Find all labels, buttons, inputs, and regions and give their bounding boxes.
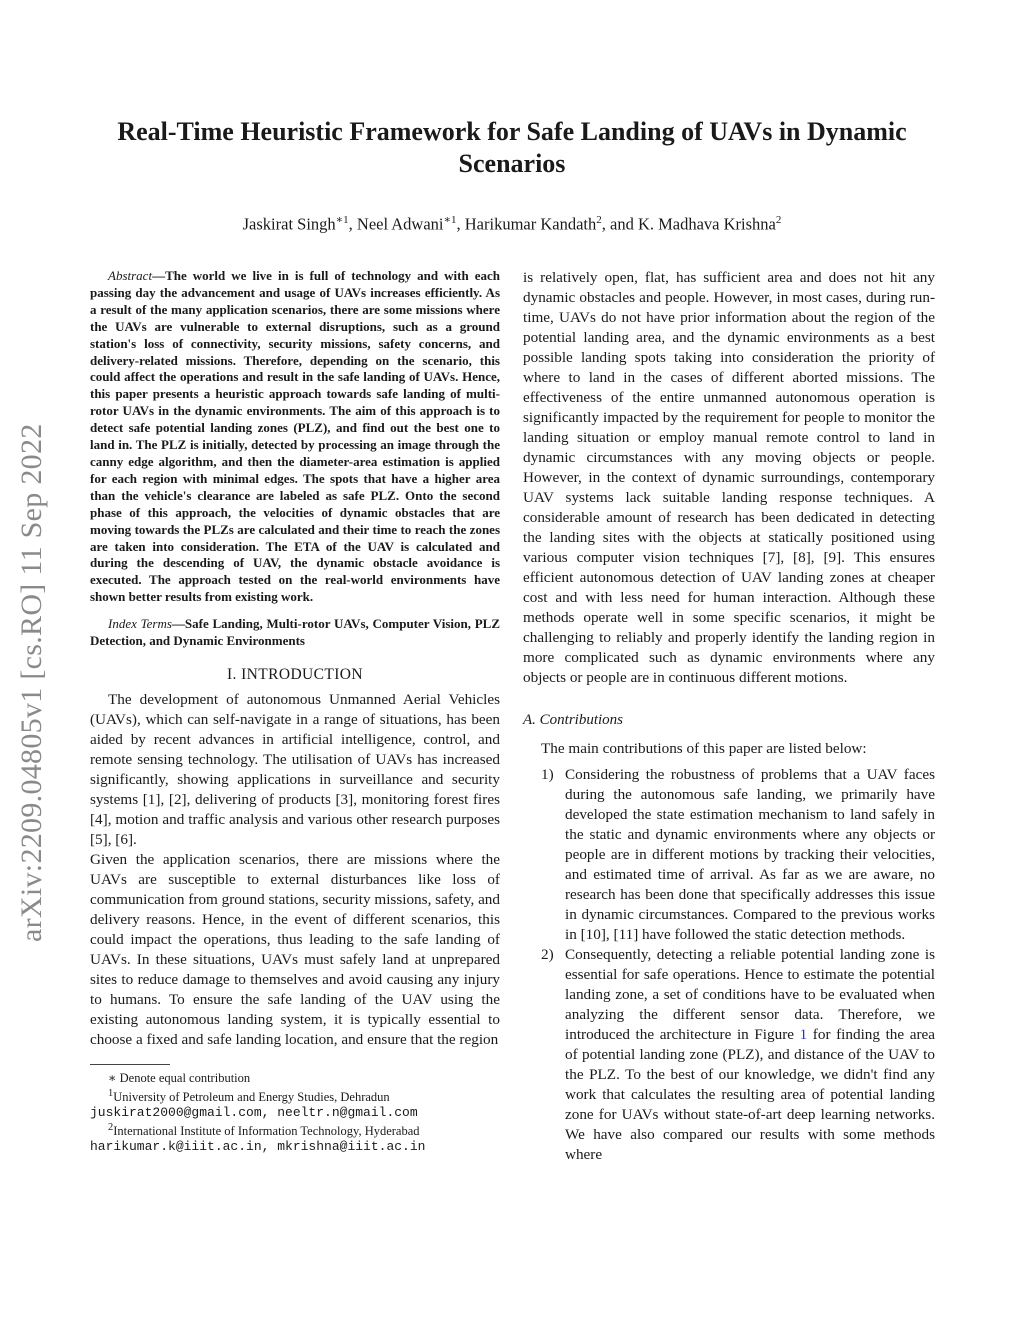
- intro-paragraph-2: Given the application scenarios, there are missions where the UAVs are susceptible to external disturbances like loss of communication from ground stations, security missions, safety, and delivery reasons. Hence, in the event of different scenarios, this could impact the operations, thus leading to the safe landing of UAVs. In these situations, UAVs must safely land at unprepared sites to reduce damage to themselves and avoid causing any injury to humans. To ensure the safe landing of the UAV using the existing autonomous landing system, it is typically essential to choose a fixed and safe landing location, and ensure that the region: [90, 850, 500, 1048]
- author-name: Neel Adwani: [356, 214, 444, 234]
- right-column: [523, 268, 935, 1165]
- author-mark: 2: [775, 214, 782, 226]
- footnote-equal-contribution: ∗ Denote equal contribution: [108, 1070, 251, 1085]
- intro-paragraph-1: The development of autonomous Unmanned Aerial Vehicles (UAVs), which can self-navigate in a range of situations, has been aided by recent advances in artificial intelligence, control, and remote sensing technology. The utilisation of UAVs has increased significantly, showing applications in surveillance and security systems [1], [2], delivering of products [3], monitoring forest fires [4], motion and traffic analysis and various other research purposes [5], [6].: [90, 690, 500, 848]
- left-column: [90, 268, 500, 1154]
- subsection-heading-contributions: A. Contributions: [523, 712, 624, 728]
- paper-title: Real-Time Heuristic Framework for Safe Landing of UAVs in Dynamic Scenarios: [117, 117, 907, 178]
- author-name: Harikumar Kandath: [464, 214, 597, 234]
- footnote-divider: [90, 1064, 170, 1065]
- author-mark: ∗1: [443, 214, 457, 226]
- arxiv-identifier: arXiv:2209.04805v1 [cs.RO] 11 Sep 2022: [15, 423, 48, 942]
- abstract-label: Abstract: [108, 268, 153, 283]
- author-list: Jaskirat Singh$^{∗1}$, Neel Adwani$^{∗1}$, Harikumar Kandath$^2$, and K. Madhava Krishna$^2$: [242, 214, 782, 234]
- intro-paragraph-3: is relatively open, flat, has sufficient area and does not hit any dynamic obstacles and people. However, in most cases, during run-time, UAVs do not have prior information about the region of the potential landing area, and the dynamic environments as a best possible landing spots taking into consideration the priority of where to land in the cases of different aborted missions. The effectiveness of the entire unmanned autonomous operation is significantly impacted by the requirement for people to monitor the landing situation or employ manual remote control to land in dynamic circumstances with any moving objects or people. However, in the context of dynamic surroundings, contemporary UAV systems lack suitable landing response techniques. A considerable amount of research has been dedicated in detecting the landing sites with the objects at statically positioned using various computer vision techniques [7], [8], [9]. This ensures efficient autonomous detection of UAV landing zones at cheaper cost and with less need for human interaction. Although these methods operate well in some specific scenarios, it might be challenging to reliably and properly identify the landing region in more complicated such as dynamic environments where any objects or people are in continuous different motions.: [523, 269, 935, 686]
- author-name: Jaskirat Singh: [242, 214, 336, 234]
- figure-reference-link[interactable]: 1: [799, 1026, 808, 1043]
- footnote-emails-1: juskirat2000@gmail.com, neeltr.n@gmail.com: [90, 1105, 418, 1121]
- abstract: Abstract—The world we live in is full of technology and with each passing day the advancement and usage of UAVs increases efficiently. As a result of the many application scenarios, there are some missions where the UAVs are vulnerable to external disruptions, such as a ground station's loss of connectivity, security missions, safety concerns, and delivery-related missions. Therefore, depending on the scenario, this could affect the operations and result in the safe landing of UAVs. Hence, this paper presents a heuristic approach towards safe landing of multi-rotor UAVs in the dynamic environments. The aim of this approach is to detect safe potential landing zones (PLZ), and find out the best one to land in. The PLZ is initially, detected by processing an image through the canny edge algorithm, and then the diameter-area estimation is applied for each region with minimal edges. The spots that have a higher area than the vehicle's clearance are labeled as safe PLZ. Onto the second phase of this approach, the velocities of dynamic obstacles that are moving towards the PLZs are calculated and their time to reach the zones are taken into consideration. The ETA of the UAV is calculated and during the descending of UAV, the dynamic obstacle avoidance is executed. The approach tested on the real-world environments have shown better results from existing work.: [90, 268, 500, 605]
- list-item-number: 2): [541, 946, 554, 963]
- footnote-affiliation-1: $^1$University of Petroleum and Energy Studies, Dehradun: [108, 1087, 390, 1105]
- section-heading-introduction: I. INTRODUCTION: [226, 665, 363, 683]
- index-terms-label: Index Terms: [108, 616, 172, 632]
- author-mark: 2: [596, 214, 602, 226]
- contributions-lead: The main contributions of this paper are listed below:: [541, 740, 867, 757]
- author-name: K. Madhava Krishna: [637, 214, 776, 234]
- footnote-affiliation-2: $^2$International Institute of Information Technology, Hyderabad: [108, 1122, 420, 1139]
- list-item-number: 1): [541, 766, 554, 783]
- index-terms: Index Terms—Safe Landing, Multi-rotor UAVs, Computer Vision, PLZ Detection, and Dynamic Environments: [90, 616, 500, 649]
- list-item: [523, 765, 935, 945]
- author-mark: ∗1: [335, 214, 349, 226]
- footnotes: [90, 1071, 500, 1154]
- footnote-emails-2: harikumar.k@iiit.ac.in, mkrishna@iiit.ac.in: [90, 1139, 426, 1155]
- list-item: [523, 945, 935, 1165]
- abstract-text: The world we live in is full of technology and with each passing day the advancement and usage of UAVs increases efficiently. As a result of the many application scenarios, there are some missions where the UAVs are vulnerable to external disruptions, such as a ground station's loss of connectivity, security missions, safety concerns, and delivery-related missions. Therefore, depending on the scenario, this could affect the operations and result in the safe landing of UAVs. Hence, this paper presents a heuristic approach towards safe landing of multi-rotor UAVs in the dynamic environments. The aim of this approach is to detect safe potential landing zones (PLZ), and find out the best one to land in. The PLZ is initially, detected by processing an image through the canny edge algorithm, and then the diameter-area estimation is applied for each region with minimal edges. The spots that have a higher area than the vehicle's clearance are labeled as safe PLZ. Onto the second phase of this approach, the velocities of dynamic obstacles that are moving towards the PLZs are calculated and their time to reach the zones are taken into consideration. The ETA of the UAV is calculated and during the descending of UAV, the dynamic obstacle avoidance is executed. The approach tested on the real-world environments have shown better results from existing work.: [90, 268, 500, 605]
- list-item-text: Considering the robustness of problems that a UAV faces during the autonomous safe landing, we primarily have developed the state estimation mechanism to land safely in the static and dynamic environments where any objects or people are in different motions by tracking their velocities, and estimated time of arrival. As far as we are aware, no research has been done that specifically addresses this issue in dynamic circumstances. Compared to the previous works in [10], [11] have followed the static detection methods.: [565, 766, 935, 943]
- contributions-list: [523, 765, 935, 1165]
- index-terms-text: Safe Landing, Multi-rotor UAVs, Computer Vision, PLZ Detection, and Dynamic Environments: [90, 616, 500, 649]
- list-item-text: Consequently, detecting a reliable potential landing zone is essential for safe operations. Hence to estimate the potential landing zone, a set of conditions have to be evaluated when analyzing the different sensor data. Therefore, we introduced the architecture in Figure 1 for finding the area of potential landing zone (PLZ), and distance of the UAV to the PLZ. To the best of our knowledge, we didn't find any work that calculates the resulting area of potential landing zone for UAVs without state-of-art deep learning networks. We have also compared our results with some methods where: [565, 946, 935, 1163]
